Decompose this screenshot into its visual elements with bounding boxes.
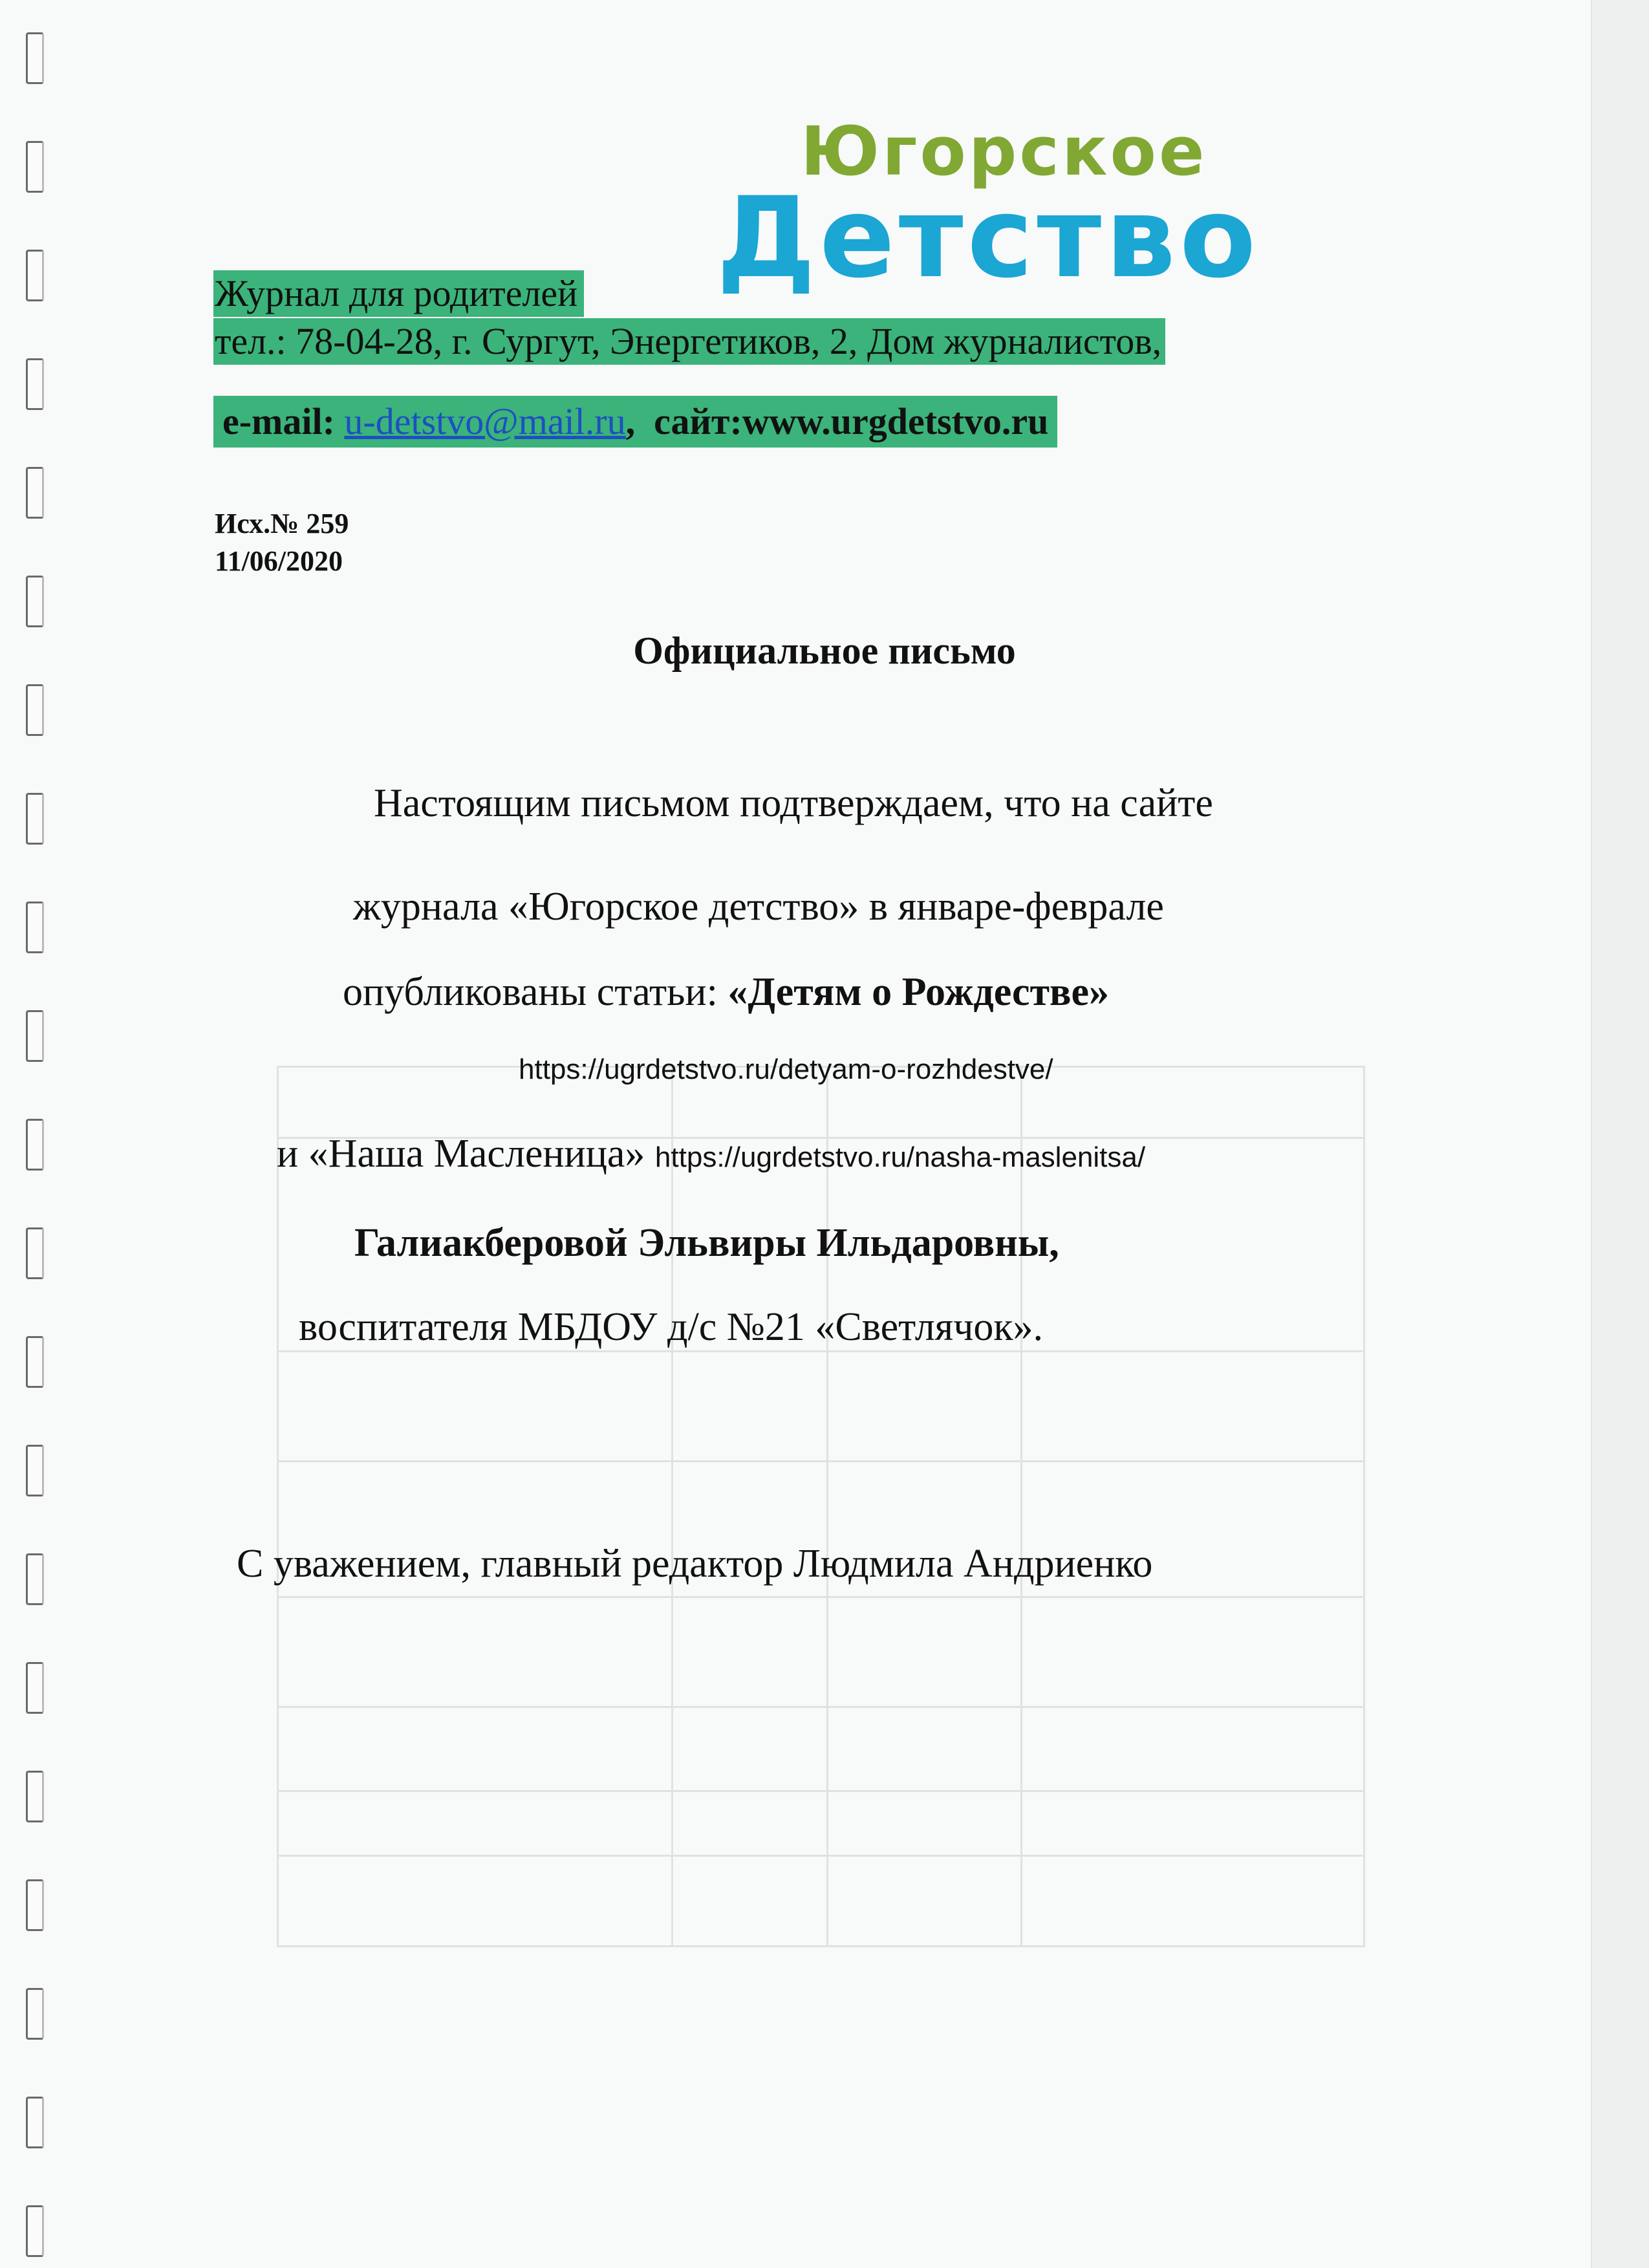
binding-hole — [26, 1119, 44, 1171]
contact-online — [213, 396, 1057, 448]
letter-line-5 — [277, 1128, 1145, 1183]
ghost-grid-line — [277, 1790, 1365, 1792]
binding-hole — [26, 250, 44, 301]
bleed-through-table — [277, 1066, 1363, 1945]
letter-line-3 — [343, 966, 1109, 1018]
article-title-2: и «Наша Масленица» — [277, 1132, 645, 1176]
logo-line-2: Детство — [717, 173, 1260, 303]
article-url-2[interactable]: https://ugrdetstvo.ru/nasha-maslenitsa/ — [654, 1141, 1146, 1173]
author-position: воспитателя МБДОУ д/с №21 «Светлячок». — [299, 1305, 1043, 1349]
ghost-grid-line — [671, 1066, 673, 1945]
binding-hole — [26, 1553, 44, 1605]
page-edge-shadow — [1591, 0, 1649, 2268]
binding-hole — [26, 1336, 44, 1388]
site-address: сайт:www.urgdetstvo.ru — [654, 400, 1049, 442]
binding-hole — [26, 32, 44, 84]
ghost-grid-line — [277, 1945, 1365, 1947]
email-separator: , — [625, 400, 636, 442]
binding-hole — [26, 358, 44, 410]
binding-hole — [26, 1771, 44, 1822]
letter-line-2: журнала «Югорское детство» в январе-феврале — [353, 885, 1164, 929]
articles-intro: опубликованы статьи: — [343, 970, 718, 1014]
reference-number: Исх.№ 259 — [215, 508, 349, 539]
binding-hole — [26, 1879, 44, 1931]
article-title-1: «Детям о Рождестве» — [727, 970, 1110, 1014]
binding-hole — [26, 902, 44, 953]
binding-hole — [26, 1445, 44, 1496]
binding-hole — [26, 467, 44, 519]
journal-tagline: Журнал для родителей — [213, 270, 584, 317]
letter-title: Официальное письмо — [633, 629, 1016, 672]
email-label: e-mail: — [222, 400, 335, 442]
binding-hole — [26, 793, 44, 845]
ghost-grid-line — [1020, 1066, 1022, 1945]
ghost-grid-line — [277, 1706, 1365, 1708]
binding-hole — [26, 2097, 44, 2148]
binding-hole — [26, 1988, 44, 2040]
reference-date: 11/06/2020 — [215, 545, 343, 577]
binding-hole — [26, 1010, 44, 1062]
ghost-grid-line — [826, 1066, 828, 1945]
binding-hole — [26, 141, 44, 193]
contact-address: тел.: 78-04-28, г. Сургут, Энергетиков, 2, Дом журналистов, — [213, 318, 1165, 365]
author-name: Галиакберовой Эльвиры Ильдаровны, — [354, 1221, 1059, 1265]
letter-line-1: Настоящим письмом подтверждаем, что на сайте — [374, 781, 1213, 825]
binding-hole — [26, 2205, 44, 2257]
signature-line: С уважением, главный редактор Людмила Андриенко — [237, 1542, 1153, 1586]
logo-line-1: Югорское — [801, 112, 1207, 191]
binding-hole — [26, 1662, 44, 1714]
ghost-grid-line — [277, 1460, 1365, 1462]
email-link[interactable]: u-detstvo@mail.ru — [344, 400, 626, 442]
binding-hole — [26, 684, 44, 736]
binding-hole — [26, 576, 44, 627]
ghost-grid-line — [1363, 1066, 1365, 1945]
ghost-grid-line — [277, 1066, 279, 1945]
article-url-1[interactable]: https://ugrdetstvo.ru/detyam-o-rozhdestve/ — [519, 1053, 1053, 1085]
ghost-grid-line — [277, 1855, 1365, 1857]
ghost-grid-line — [277, 1596, 1365, 1598]
binding-hole — [26, 1227, 44, 1279]
